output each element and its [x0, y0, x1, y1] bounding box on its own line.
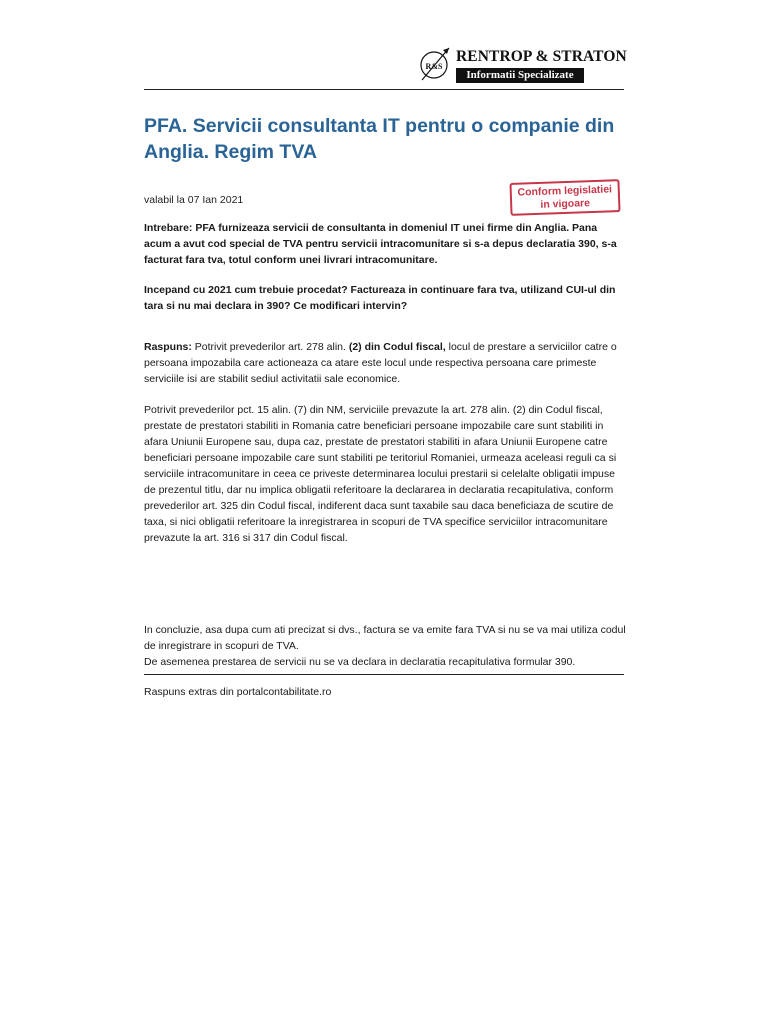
answer-text-a: Potrivit prevederilor art. 278 alin.	[191, 341, 349, 353]
question-paragraph-2	[144, 282, 626, 314]
header-divider	[144, 89, 624, 90]
question-text-2: Incepand cu 2021 cum trebuie procedat? Factureaza in continuare fara tva, utilizand CUI-ul din tara si nu mai declara in 390? Ce modificari intervin?	[144, 284, 616, 312]
valid-date: valabil la 07 Ian 2021	[144, 194, 244, 206]
article-title: PFA. Servicii consultanta IT pentru o companie din Anglia. Regim TVA	[144, 115, 615, 163]
legislation-stamp	[509, 179, 620, 216]
answer-label: Raspuns:	[144, 341, 192, 353]
company-logo	[418, 46, 627, 88]
conclusion-text-2: De asemenea prestarea de servicii nu se va declara in declaratia recapitulativa formular 390.	[144, 656, 576, 668]
company-tagline: Informatii Specializate	[456, 68, 584, 83]
stamp-line-2: in vigoare	[540, 197, 591, 211]
company-name: RENTROP & STRATON	[456, 48, 627, 65]
legal-paragraph	[144, 402, 626, 546]
footer-divider	[144, 674, 624, 675]
legal-text: Potrivit prevederilor pct. 15 alin. (7) din NM, serviciile prevazute la art. 278 alin. (2) din Codul fiscal, prestate de prestatori stabiliti in Romania catre beneficiari persoane impozabile care sunt stabiliti in afara Uniunii Europene sau, dupa caz, prestate de prestatori stabiliti in afara Uniunii Europene catre beneficiari persoane impozabile care sunt stabiliti pe teritoriul Romaniei, urmeaza aceleasi reguli ca si serviciile intracomunitare in ceea ce priveste determinarea locului prestarii si celelalte obligatii impuse de prezentul titlu, dar nu implica obligatii referitoare la declararea in declaratia recapitulativa, conform prevederilor art. 325 din Codul fiscal, indiferent daca sunt taxabile sau daca beneficiaza de scutire de taxa, si nici obligatii referitoare la inregistrarea in scopuri de TVA specifice serviciilor intracomunitare prevazute la art. 316 si 317 din Codul fiscal.	[144, 404, 617, 544]
answer-bold-ref: (2) din Codul fiscal,	[348, 341, 446, 353]
question-text-1: Intrebare: PFA furnizeaza servicii de consultanta in domeniul IT unei firme din Anglia. Pana acum a avut cod special de TVA pentru servicii intracomunitare si s-a depus declaratia 390, s-a facturat fara tva, totul conform unei livrari intracomunitare.	[144, 222, 617, 266]
logo-mark-text: R&S	[425, 62, 443, 71]
conclusion-paragraph	[144, 622, 626, 670]
logo-emblem-icon	[418, 46, 452, 82]
source-note: Raspuns extras din portalcontabilitate.ro	[144, 686, 332, 698]
conclusion-text-1: In concluzie, asa dupa cum ati precizat si dvs., factura se va emite fara TVA si nu se va mai utiliza codul de inregistrare in scopuri de TVA.	[144, 624, 626, 652]
answer-text-b: locul de prestare a serviciilor catre o persoana impozabila care actioneaza ca atare este locul unde respectiva persoana care primeste serviciile isi are stabilit sediul activitatii sale economice.	[144, 341, 617, 385]
question-paragraph-1	[144, 220, 626, 268]
stamp-line-1: Conform legislatiei	[517, 183, 613, 199]
answer-paragraph	[144, 339, 626, 387]
